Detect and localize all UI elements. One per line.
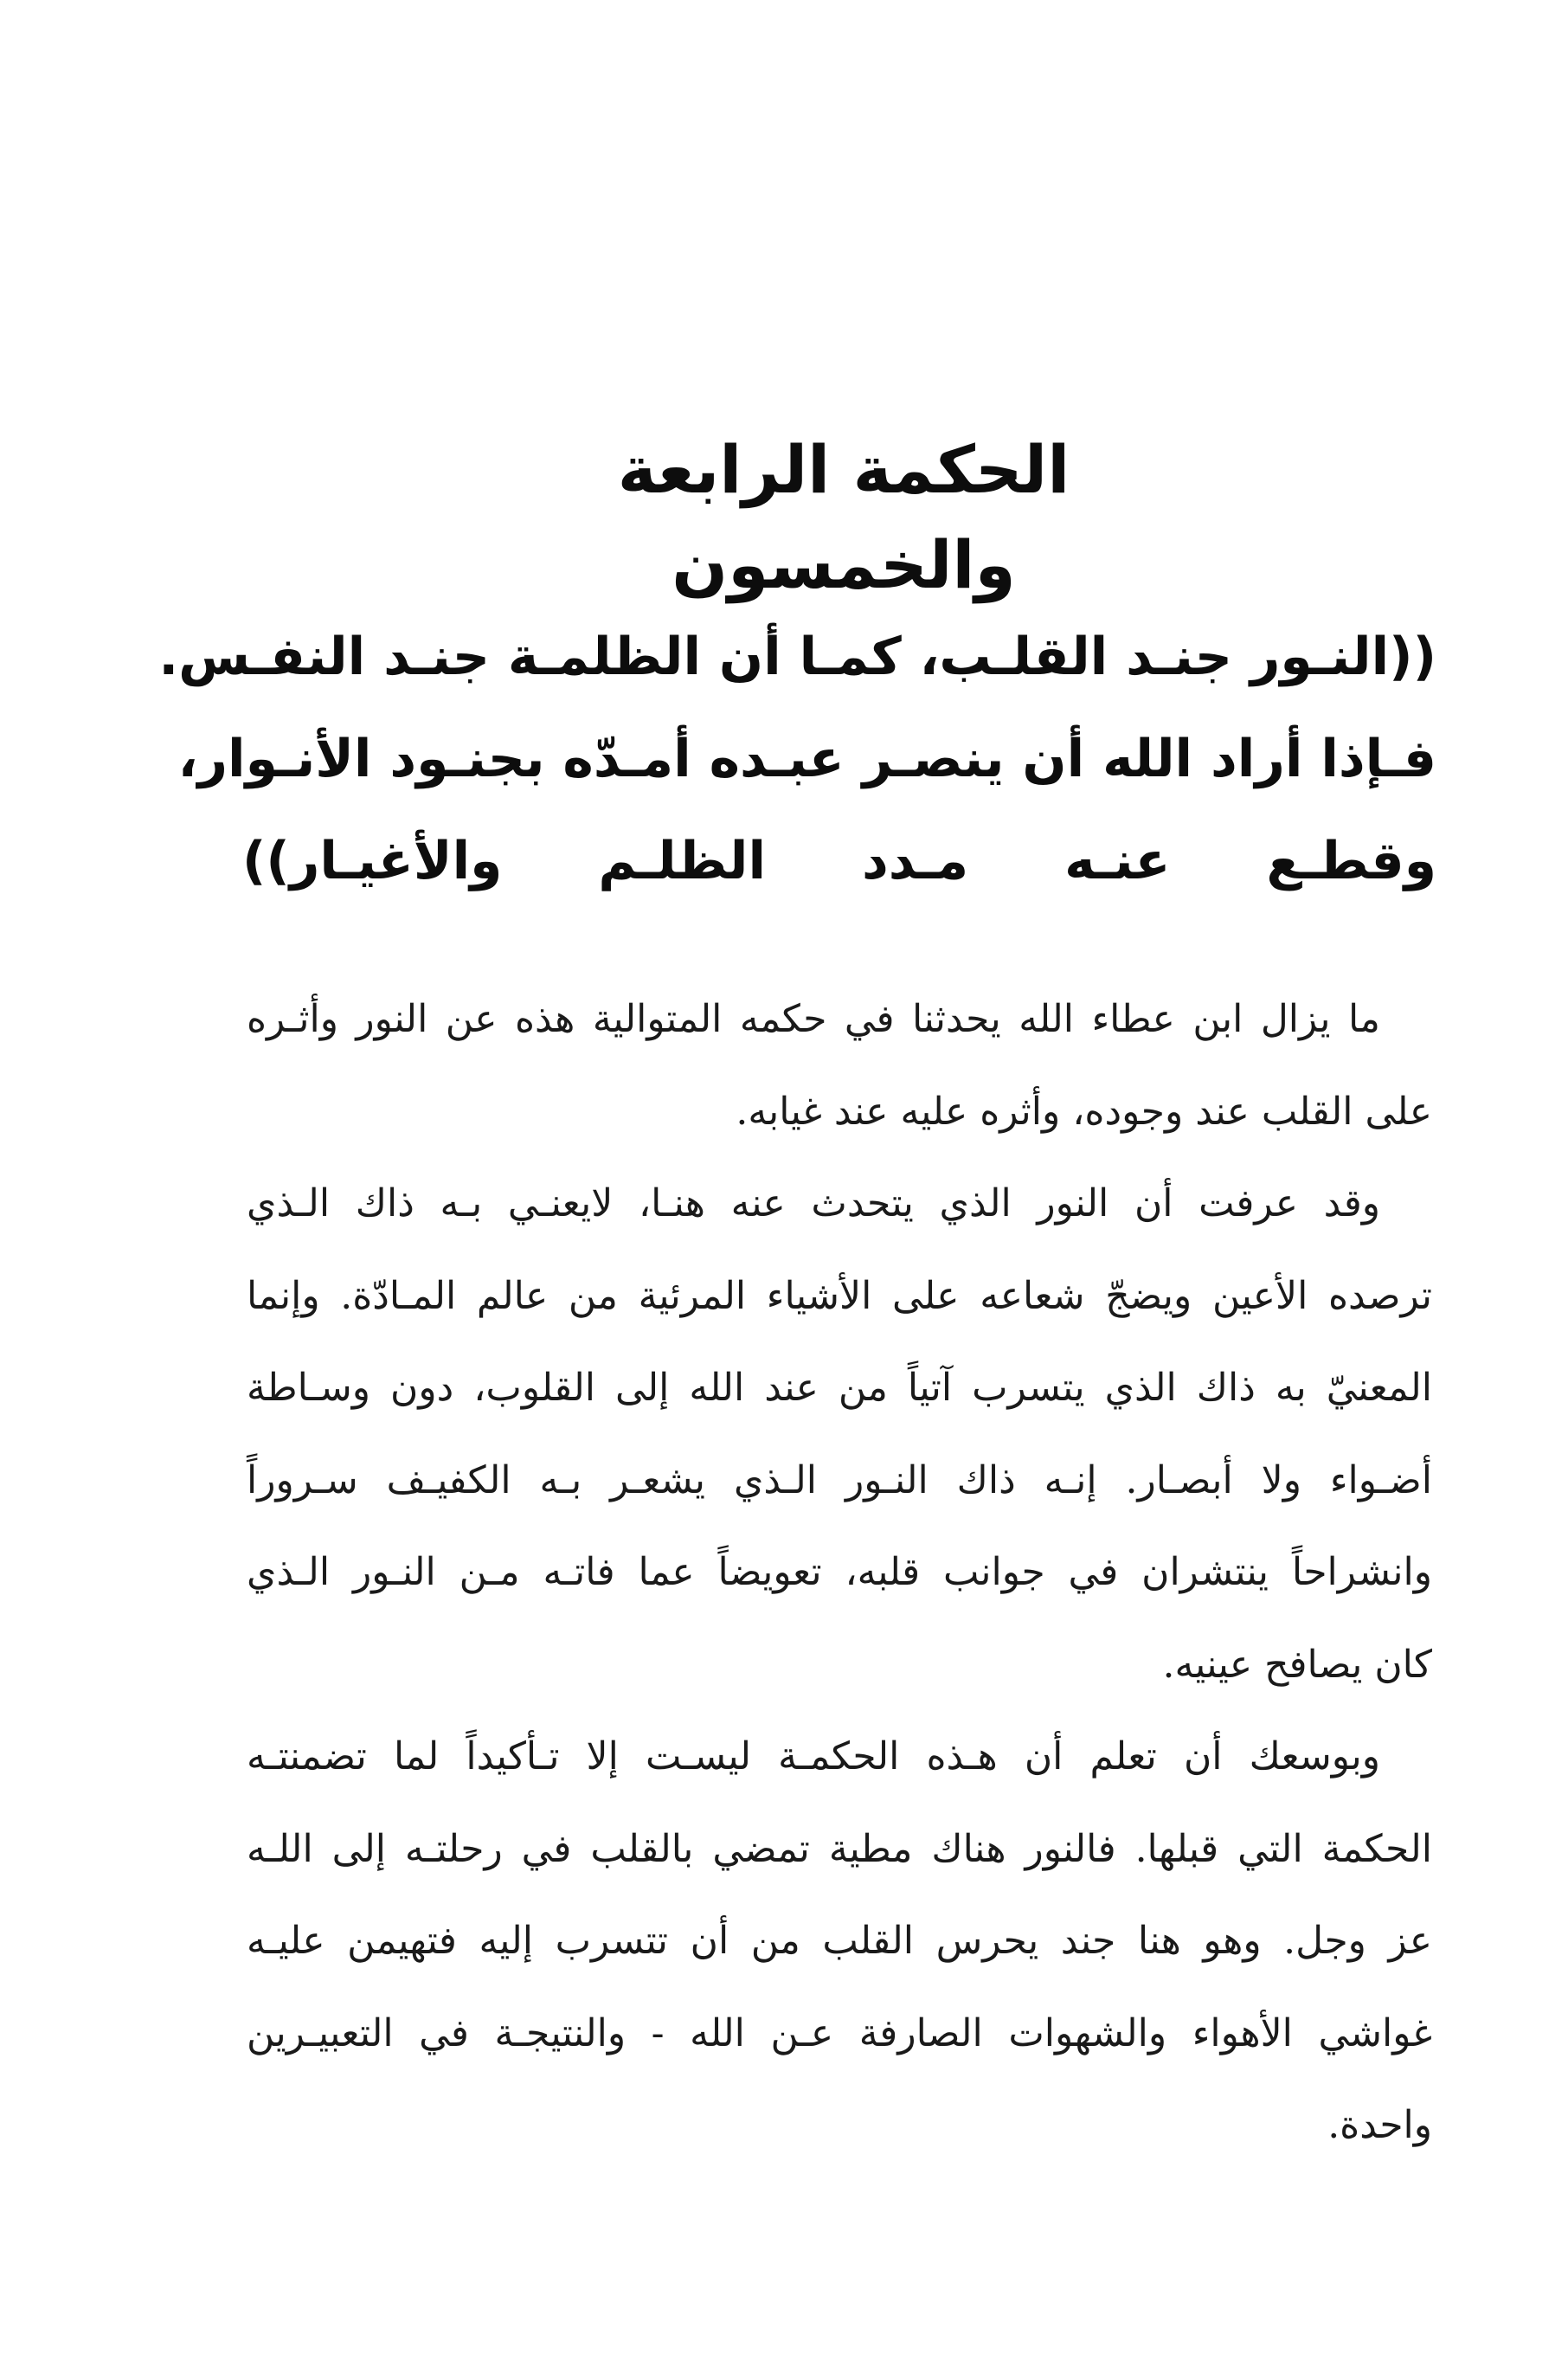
paragraph-line: ترصده الأعين ويضجّ شعاعه على الأشياء المرئية من عالم المـادّة. وإنما	[247, 1273, 1432, 1318]
commentary-body	[247, 974, 1432, 2172]
aphorism-line: فـإذا أراد الله أن ينصـر عبـده أمـدّه بجنـود الأنـوار،	[177, 729, 1436, 789]
aphorism-line: وقطـع عنـه مـدد الظلـم والأغيـار))	[242, 831, 1436, 891]
paragraph-line: ما يزال ابن عطاء الله يحدثنا في حكمه المتوالية هذه عن النور وأثـره	[247, 997, 1380, 1041]
chapter-title: الحكمة الرابعة والخمسون	[617, 431, 1070, 603]
paragraph-line: وبوسعك أن تعلم أن هـذه الحكمـة ليسـت إلا تـأكيداً لما تضمنتـه	[247, 1734, 1380, 1778]
paragraph-line: وانشراحاً ينتشران في جوانب قلبه، تعويضاً عما فاتـه مـن النـور الـذي	[247, 1550, 1432, 1594]
paragraph-line: أضـواء ولا أبصـار. إنـه ذاك النـور الـذي يشعـر بـه الكفيـف سـروراً	[247, 1457, 1432, 1502]
paragraph-line: غواشي الأهواء والشهوات الصارفة عـن الله - والنتيجـة في التعبيـرين	[247, 2010, 1433, 2055]
aphorism-line: ((النـور جنـد القلـب، كمـا أن الظلمـة جنـد النفـس.	[158, 627, 1436, 687]
paragraph-line: المعنيّ به ذاك الذي يتسرب آتياً من عند الله إلى القلوب، دون وسـاطة	[247, 1366, 1432, 1410]
paragraph-line: كان يصافح عينيه.	[1162, 1642, 1432, 1687]
paragraph	[247, 1158, 1432, 1711]
aphorism-quote	[158, 606, 1436, 912]
paragraph-line: وقد عرفت أن النور الذي يتحدث عنه هنـا، لايعنـي بـه ذاك الـذي	[247, 1181, 1380, 1225]
paragraph-line: على القلب عند وجوده، وأثره عليه عند غيابه.	[736, 1089, 1432, 1134]
paragraph	[247, 1711, 1432, 2172]
paragraph-line: عز وجل. وهو هنا جند يحرس القلب من أن تتسرب إليه فتهيمن عليـه	[247, 1919, 1432, 1963]
paragraph-line: واحدة.	[1327, 2103, 1432, 2147]
paragraph	[247, 974, 1432, 1158]
paragraph-line: الحكمة التي قبلها. فالنور هناك مطية تمضي بالقلب في رحلتـه إلى اللـه	[247, 1826, 1432, 1871]
